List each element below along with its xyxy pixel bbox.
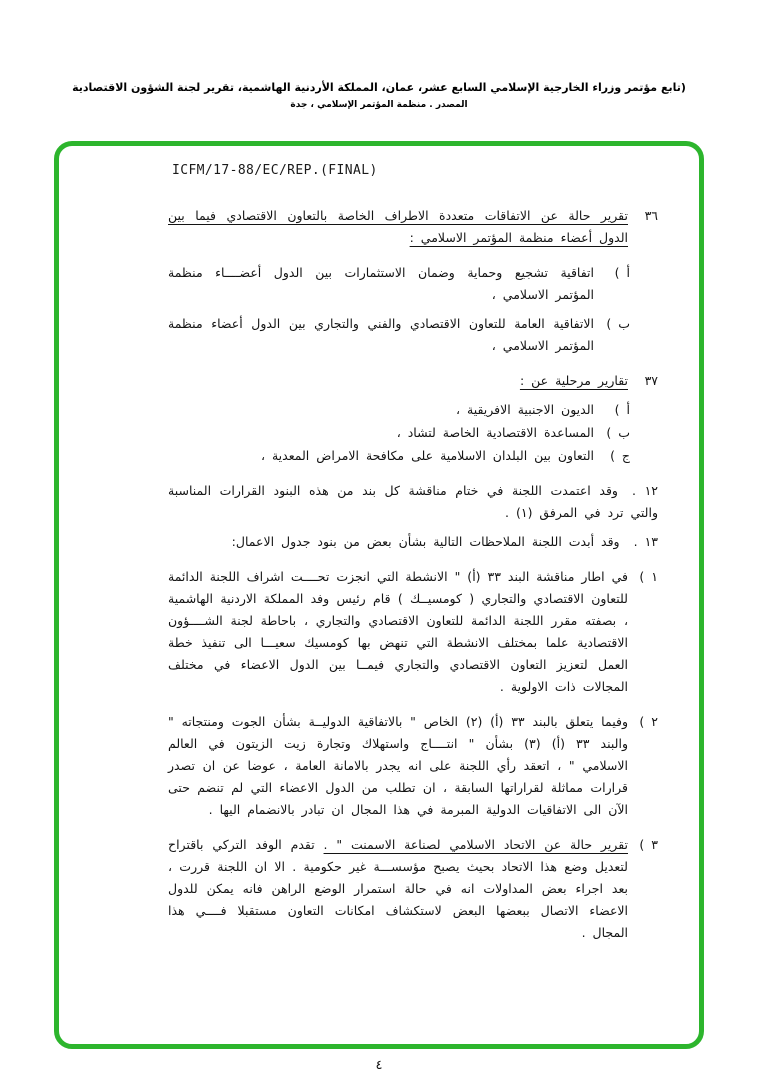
note-marker: ٣ ) — [639, 837, 658, 852]
header-title: (تابع مؤتمر وزراء الخارجية الإسلامي السابع عشر، عمان، المملكة الأردنية الهاشمية، تقرير لجنة الشؤون الاقتصادية — [72, 81, 686, 94]
paragraph-13 — [168, 531, 658, 553]
list-marker: ج ) — [610, 448, 630, 463]
paragraph-text: وقد اعتمدت اللجنة في ختام مناقشة كل بند من هذه البنود القرارات المناسبة والتي ترد في المرفق (١) . — [168, 483, 658, 520]
document-reference: ICFM/17-88/EC/REP.(FINAL) — [172, 163, 378, 178]
paragraph-number: ١٣ . — [633, 534, 658, 549]
section-36-heading: تقرير حالة عن الاتفاقات متعددة الاطراف الخاصة بالتعاون الاقتصادي فيما بين الدول أعضاء منظمة المؤتمر الاسلامي : — [168, 208, 628, 245]
list-marker: أ ) — [614, 402, 630, 417]
paragraph-number: ١٢ . — [631, 483, 658, 498]
note-body — [168, 834, 628, 944]
section-37 — [168, 370, 658, 392]
note-title: تقرير حالة عن الاتحاد الاسلامي لصناعة الاسمنت " . — [323, 837, 628, 852]
note-text: وفيما يتعلق بالبند ٣٣ (أ) (٢) الخاص " بالاتفاقية الدوليــة بشأن الجوت ومنتجاته " والبند ٣٣ (أ) (٣) بشأن " انتــــاج واستهلاك وتجارة زيت الزيتون في العالم الاسلامي " ، اتعقد رأي اللجنة على انه يجدر بالامانة العامة ، عوضا عن ان تصدر قرارات مماثلة لقراراتها السابقة ، ان تطلب من الدول الاعضاء التي لم تنضم حتى الآن الى الاتفاقيات الدولية المبرمة في هذا المجال ان تبادر بالانضمام اليها . — [168, 714, 628, 817]
paragraph-text: وقد أبدت اللجنة الملاحظات التالية بشأن بعض من بنود جدول الاعمال: — [231, 534, 620, 549]
section-37-item-a — [168, 399, 658, 421]
list-marker: ب ) — [606, 425, 630, 440]
list-text: التعاون بين البلدان الاسلامية على مكافحة الامراض المعدية ، — [260, 448, 594, 463]
note-item-2 — [168, 711, 658, 821]
section-37-item-c — [168, 445, 658, 467]
note-marker: ١ ) — [639, 569, 658, 584]
note-item-3 — [168, 834, 658, 944]
page-header — [18, 80, 740, 110]
section-36-number: ٣٦ — [644, 208, 658, 223]
note-text: تقدم الوفد التركي باقتراح لتعديل وضع هذا الاتحاد بحيث يصبح مؤسســـة غير حكومية . الا ان اللجنة قررت ، بعد اجراء بعض المداولات انه في حالة استمرار الوضع الراهن فانه يمكن للدول الاعضاء الاتصال ببعضها البعض لاستكشاف امكانات التعاون مستقبلا فــــي هذا المجال . — [168, 837, 628, 940]
note-item-1 — [168, 566, 658, 698]
note-body — [168, 711, 628, 821]
document-body — [168, 205, 658, 957]
note-marker: ٢ ) — [639, 714, 658, 729]
list-text: الديون الاجنبية الافريقية ، — [455, 402, 594, 417]
section-37-heading: تقارير مرحلية عن : — [519, 373, 628, 388]
section-37-item-b — [168, 422, 658, 444]
note-body — [168, 566, 628, 698]
section-36 — [168, 205, 658, 249]
section-36-item-a — [168, 262, 658, 306]
list-marker: ب ) — [606, 316, 630, 331]
list-text: المساعدة الاقتصادية الخاصة لتشاد ، — [396, 425, 594, 440]
page-number: ٤ — [375, 1058, 383, 1073]
section-36-item-b — [168, 313, 658, 357]
note-text: في اطار مناقشة البند ٣٣ (أ) " الانشطة التي انجزت تحــــت اشراف اللجنة الدائمة للتعاون الاقتصادي والتجاري ( كومسيــك ) قام رئيس وفد المملكة الاردنية الهاشمية ، بصفته مقرر اللجنة الدائمة للتعاون الاقتصادي والتجاري ، باحاطة لجنة الشــــؤون الاقتصادية علما بمختلف الانشطة التي تنهض بها كومسيك سعيـــا الى تنفيذ خطة العمل لتعزيز التعاون الاقتصادي والتجاري فيمــا بين الدول الاعضاء في مختلف المجالات ذات الاولوية . — [168, 569, 628, 694]
section-37-number: ٣٧ — [644, 373, 658, 388]
list-marker: أ ) — [614, 265, 630, 280]
header-source: المصدر . منظمة المؤتمر الإسلامي ، جدة — [290, 100, 468, 110]
list-text: اتفاقية تشجيع وحماية وضمان الاستثمارات بين الدول أعضــــاء منظمة المؤتمر الاسلامي ، — [168, 265, 594, 302]
list-text: الاتفاقية العامة للتعاون الاقتصادي والفني والتجاري بين الدول أعضاء منظمة المؤتمر الاسلامي ، — [168, 316, 594, 353]
paragraph-12 — [168, 480, 658, 524]
